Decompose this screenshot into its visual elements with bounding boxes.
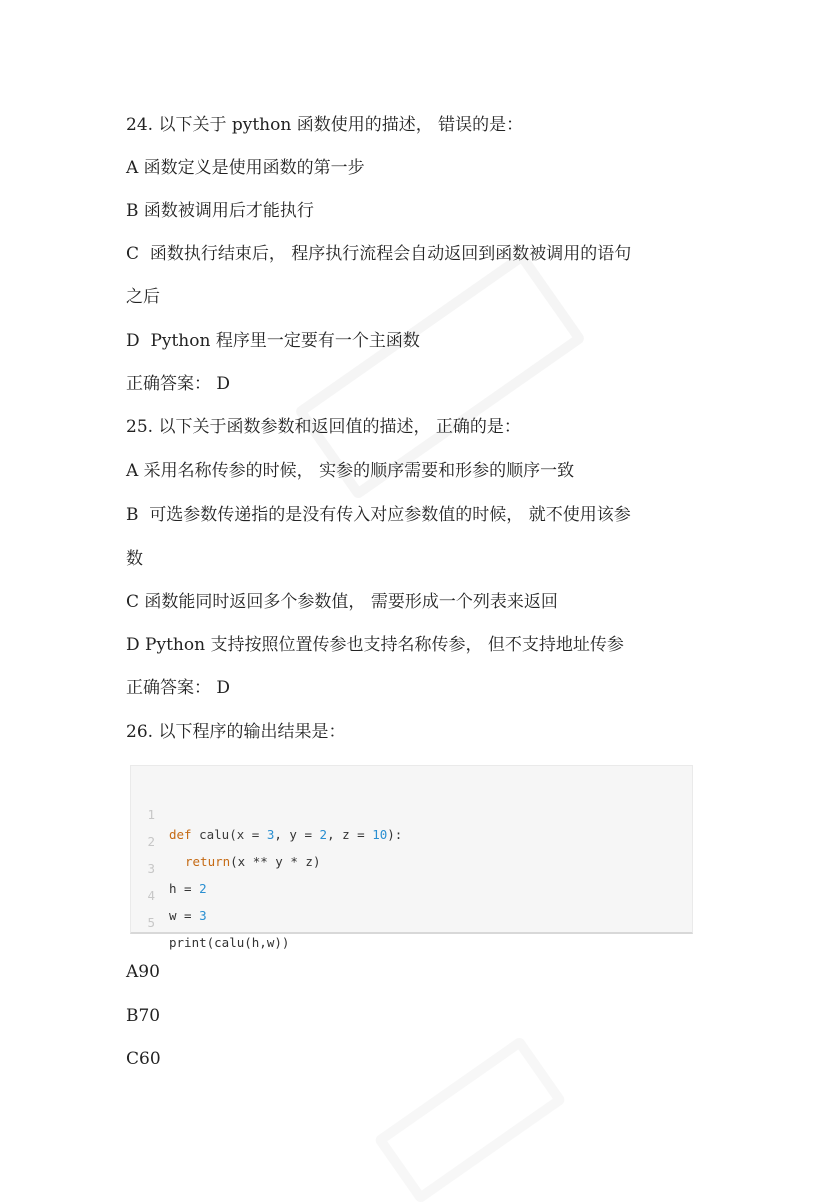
- code-line: 3 h = 2: [131, 839, 176, 859]
- question-24-option-d: D Python 程序里一定要有一个主函数: [126, 331, 420, 351]
- line-number: 2: [147, 834, 155, 849]
- question-24-answer: 正确答案： D: [126, 374, 231, 394]
- line-number: 1: [147, 807, 155, 822]
- code-line: 5 print(calu(h,w)): [131, 893, 176, 913]
- question-24-text: 24. 以下关于 python 函数使用的描述， 错误的是：: [126, 115, 524, 135]
- code-line: 2 return(x ** y * z): [131, 812, 176, 832]
- question-26-option-c: C60: [126, 1049, 161, 1069]
- question-24-option-a: A 函数定义是使用函数的第一步: [126, 158, 365, 178]
- keyword: return: [185, 854, 231, 869]
- question-24-option-c: C 函数执行结束后， 程序执行流程会自动返回到函数被调用的语句: [126, 244, 632, 264]
- line-number: 5: [147, 915, 155, 930]
- keyword: def: [169, 827, 192, 842]
- question-25-answer: 正确答案： D: [126, 678, 231, 698]
- question-26-option-b: B70: [126, 1006, 161, 1026]
- question-25-option-d: D Python 支持按照位置传参也支持名称传参， 但不支持地址传参: [126, 635, 624, 655]
- question-25-text: 25. 以下关于函数参数和返回值的描述， 正确的是：: [126, 417, 521, 437]
- question-26-text: 26. 以下程序的输出结果是：: [126, 722, 346, 742]
- code-line: 1 def calu(x = 3, y = 2, z = 10):: [131, 785, 176, 805]
- question-25-option-c: C 函数能同时返回多个参数值， 需要形成一个列表来返回: [126, 592, 558, 612]
- question-25-option-a: A 采用名称传参的时候， 实参的顺序需要和形参的顺序一致: [126, 461, 575, 481]
- code-snippet: [130, 765, 693, 950]
- question-24-option-c-continued: 之后: [126, 287, 160, 307]
- question-24-option-b: B 函数被调用后才能执行: [126, 201, 314, 221]
- line-number: 4: [147, 888, 155, 903]
- line-number: 3: [147, 861, 155, 876]
- question-26-option-a: A90: [126, 962, 160, 982]
- question-25-option-b-continued: 数: [126, 549, 143, 569]
- code-line: 4 w = 3: [131, 866, 176, 886]
- question-25-option-b: B 可选参数传递指的是没有传入对应参数值的时候， 就不使用该参: [126, 505, 631, 525]
